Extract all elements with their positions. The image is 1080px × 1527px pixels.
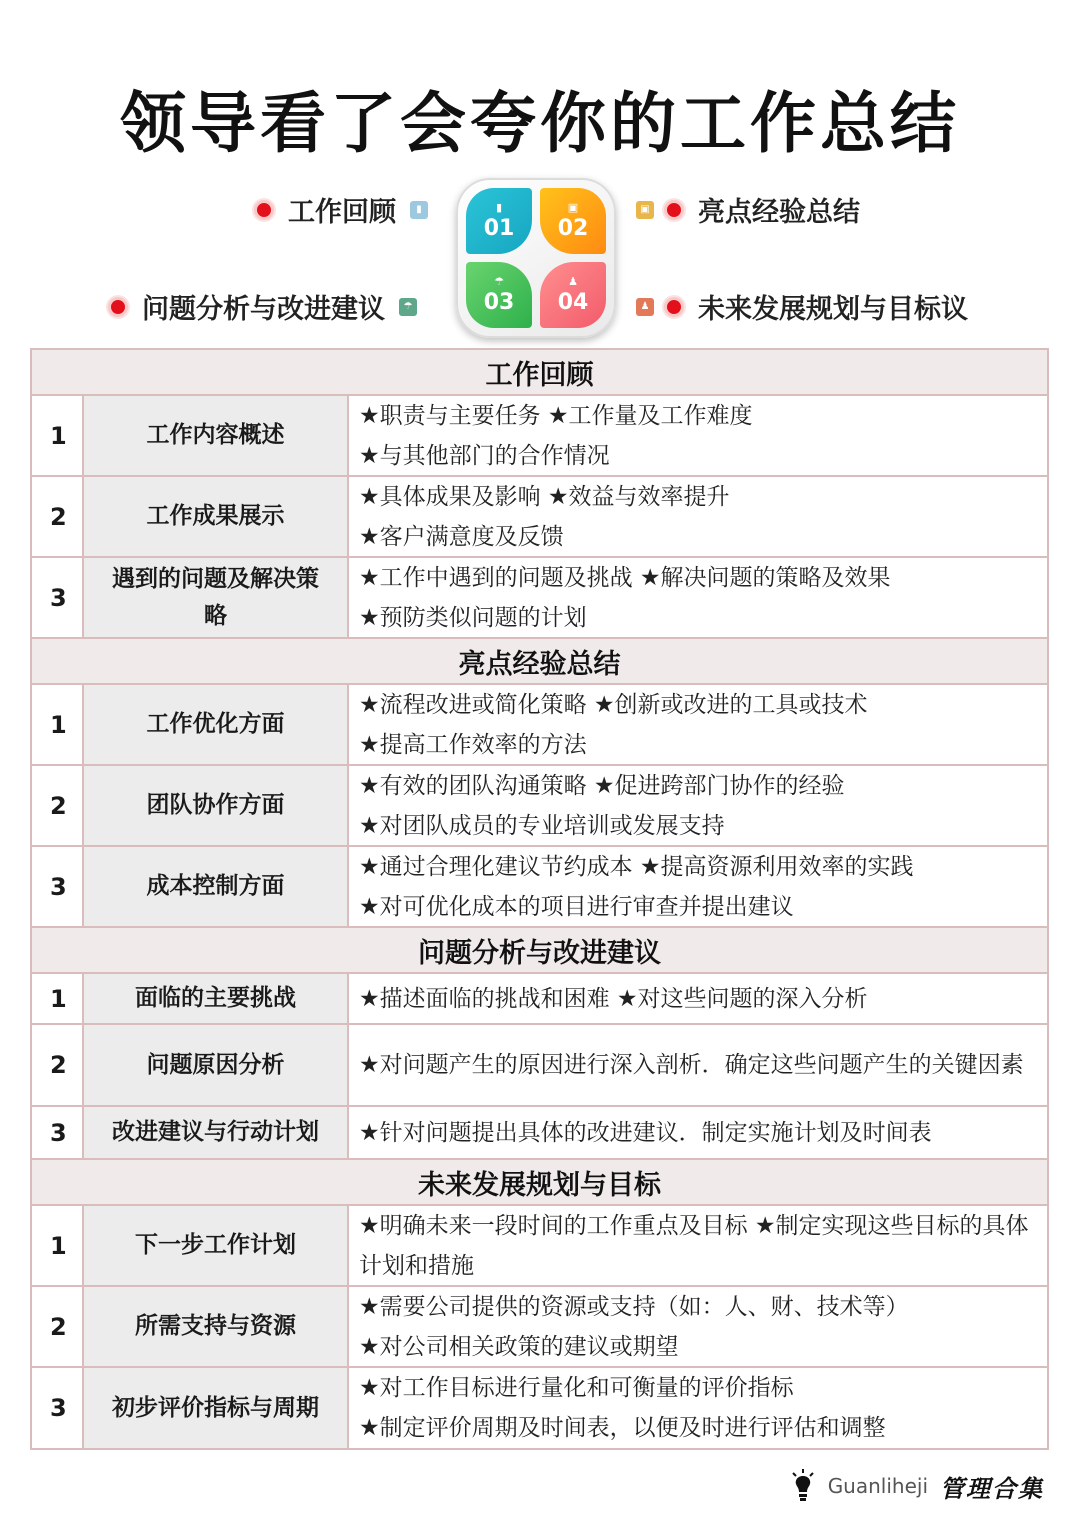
section-header: 工作回顾	[32, 350, 1047, 396]
row-details	[349, 847, 1047, 926]
detail-line: ★客户满意度及反馈	[359, 523, 564, 550]
table-row	[32, 766, 1047, 847]
quadrant-03	[466, 262, 532, 328]
table-row	[32, 396, 1047, 477]
person-icon: ♟	[568, 274, 578, 288]
red-dot-icon	[664, 297, 684, 317]
table-row	[32, 685, 1047, 766]
section-header: 问题分析与改进建议	[32, 928, 1047, 974]
table-row	[32, 1107, 1047, 1160]
page-title: 领导看了会夸你的工作总结	[120, 84, 960, 162]
row-number: 2	[32, 477, 84, 556]
table-row	[32, 847, 1047, 928]
row-number: 3	[32, 1368, 84, 1448]
detail-line: ★对问题产生的原因进行深入剖析．确定这些问题产生的关键因素	[359, 1052, 1024, 1078]
row-details	[349, 974, 1047, 1023]
umbrella-icon: ☂	[399, 298, 417, 316]
red-dot-icon	[664, 200, 684, 220]
trophy-icon: ▣	[636, 201, 654, 219]
legend-item-1	[254, 190, 428, 229]
row-topic: 团队协作方面	[84, 766, 349, 845]
row-details	[349, 1025, 1047, 1105]
quadrant-02-label: 02	[557, 215, 589, 241]
detail-line: ★具体成果及影响 ★效益与效率提升	[359, 483, 730, 510]
quadrant-04-label: 04	[557, 289, 589, 315]
detail-line: ★描述面临的挑战和困难 ★对这些问题的深入分析	[359, 985, 868, 1012]
quadrant-04	[540, 262, 606, 328]
table-row	[32, 1206, 1047, 1287]
detail-line: ★提高工作效率的方法	[359, 731, 587, 758]
row-number: 1	[32, 396, 84, 475]
table-row	[32, 558, 1047, 639]
row-topic: 下一步工作计划	[84, 1206, 349, 1285]
book-icon: ▮	[495, 200, 503, 214]
row-number: 3	[32, 1107, 84, 1158]
detail-line: ★与其他部门的合作情况	[359, 442, 610, 469]
trophy-icon: ▣	[567, 200, 579, 214]
row-number: 2	[32, 766, 84, 845]
row-number: 1	[32, 1206, 84, 1285]
person-icon: ♟	[636, 298, 654, 316]
row-details	[349, 1107, 1047, 1158]
row-number: 2	[32, 1287, 84, 1366]
section-header: 亮点经验总结	[32, 639, 1047, 685]
row-details	[349, 766, 1047, 845]
detail-line: ★职责与主要任务 ★工作量及工作难度	[359, 402, 753, 429]
row-topic: 工作优化方面	[84, 685, 349, 764]
row-topic: 问题原因分析	[84, 1025, 349, 1105]
brand-footer	[790, 1468, 1044, 1504]
row-number: 1	[32, 974, 84, 1023]
legend-item-2	[636, 190, 860, 229]
umbrella-icon: ☂	[494, 274, 504, 288]
summary-table	[30, 348, 1049, 1450]
quadrant-02	[540, 188, 606, 254]
detail-line: ★需要公司提供的资源或支持（如：人、财、技术等）	[359, 1293, 909, 1320]
detail-line: ★通过合理化建议节约成本 ★提高资源利用效率的实践	[359, 853, 914, 880]
detail-line: ★对公司相关政策的建议或期望	[359, 1333, 679, 1360]
quadrant-03-label: 03	[483, 289, 515, 315]
detail-line: ★对工作目标进行量化和可衡量的评价指标	[359, 1375, 794, 1401]
numbered-quadrant-badge	[456, 178, 616, 338]
detail-line: ★明确未来一段时间的工作重点及目标 ★制定实现这些目标的具体计划和措施	[359, 1212, 1029, 1279]
row-topic: 所需支持与资源	[84, 1287, 349, 1366]
quadrant-01-label: 01	[483, 215, 515, 241]
brand-name-en: Guanliheji	[827, 1474, 928, 1498]
detail-line: ★针对问题提出具体的改进建议．制定实施计划及时间表	[359, 1119, 932, 1146]
row-number: 3	[32, 558, 84, 637]
row-topic: 初步评价指标与周期	[84, 1368, 349, 1448]
row-details	[349, 558, 1047, 637]
detail-line: ★预防类似问题的计划	[359, 604, 587, 631]
legend-item-4	[636, 287, 968, 326]
row-details	[349, 1206, 1047, 1285]
row-topic: 成本控制方面	[84, 847, 349, 926]
detail-line: ★制定评价周期及时间表，以便及时进行评估和调整	[359, 1415, 886, 1441]
row-number: 3	[32, 847, 84, 926]
quadrant-01	[466, 188, 532, 254]
row-details	[349, 396, 1047, 475]
row-topic: 工作内容概述	[84, 396, 349, 475]
detail-line: ★对可优化成本的项目进行审查并提出建议	[359, 893, 794, 920]
detail-line: ★对团队成员的专业培训或发展支持	[359, 812, 725, 839]
row-details	[349, 1287, 1047, 1366]
row-topic: 面临的主要挑战	[84, 974, 349, 1023]
brand-name-cn: 管理合集	[940, 1473, 1044, 1503]
table-row	[32, 477, 1047, 558]
lightbulb-icon	[790, 1468, 816, 1504]
red-dot-icon	[108, 297, 128, 317]
row-topic: 遇到的问题及解决策略	[84, 558, 349, 637]
row-topic: 改进建议与行动计划	[84, 1107, 349, 1158]
legend-label-2: 亮点经验总结	[698, 197, 860, 228]
legend-label-1: 工作回顾	[288, 197, 396, 228]
legend-label-3: 问题分析与改进建议	[142, 294, 385, 325]
red-dot-icon	[254, 200, 274, 220]
detail-line: ★有效的团队沟通策略 ★促进跨部门协作的经验	[359, 772, 845, 799]
book-icon: ▮	[410, 201, 428, 219]
legend-item-3	[108, 287, 417, 326]
detail-line: ★工作中遇到的问题及挑战 ★解决问题的策略及效果	[359, 564, 891, 591]
row-details	[349, 1368, 1047, 1448]
table-row	[32, 1287, 1047, 1368]
section-header: 未来发展规划与目标	[32, 1160, 1047, 1206]
legend-label-4: 未来发展规划与目标议	[698, 294, 968, 325]
row-number: 2	[32, 1025, 84, 1105]
table-row	[32, 1025, 1047, 1107]
detail-line: ★流程改进或简化策略 ★创新或改进的工具或技术	[359, 691, 868, 718]
row-details	[349, 685, 1047, 764]
table-row	[32, 1368, 1047, 1448]
row-topic: 工作成果展示	[84, 477, 349, 556]
row-number: 1	[32, 685, 84, 764]
row-details	[349, 477, 1047, 556]
table-row	[32, 974, 1047, 1025]
